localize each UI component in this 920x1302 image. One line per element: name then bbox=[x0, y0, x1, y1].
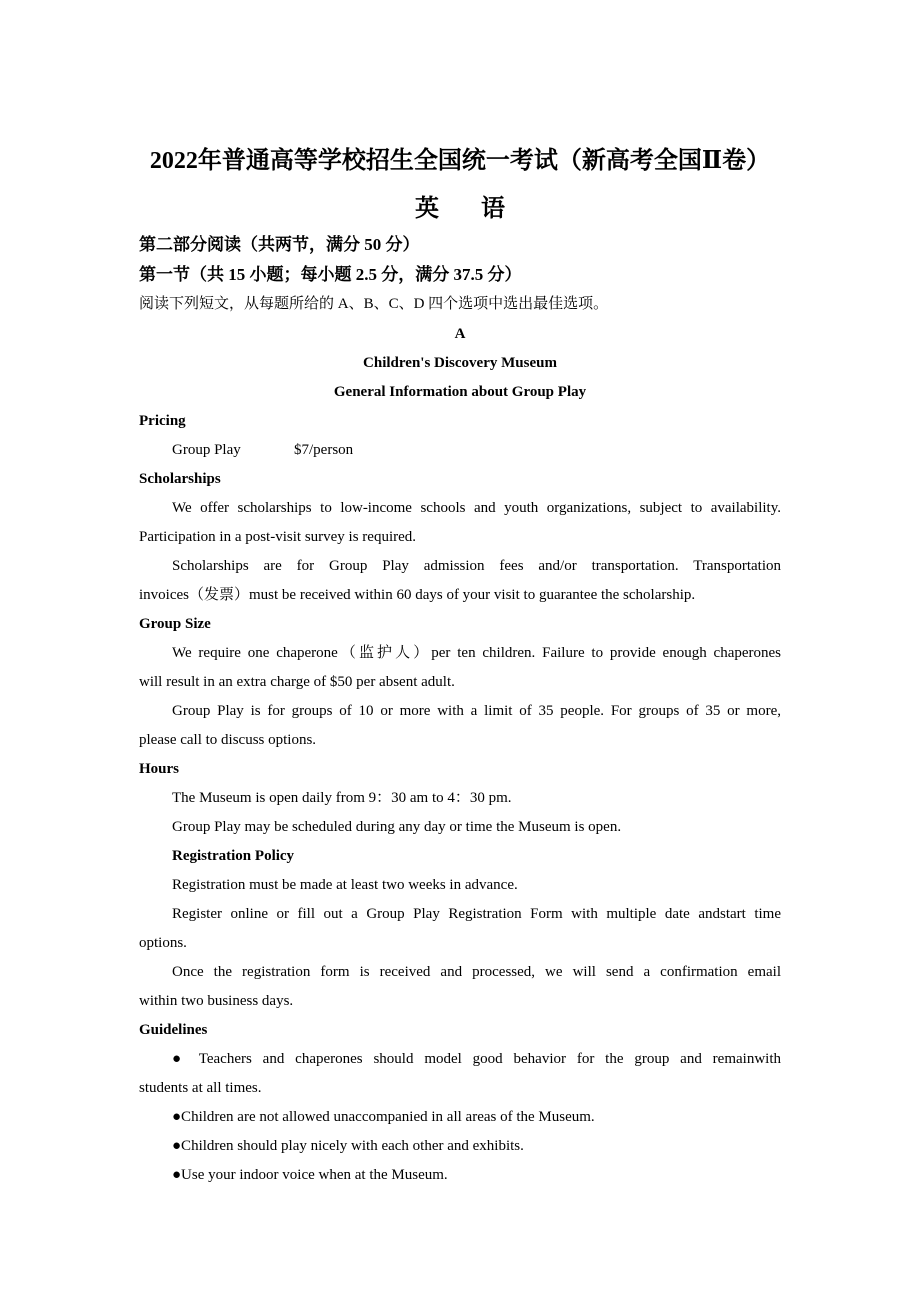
pricing-row bbox=[172, 439, 781, 461]
registration-p2-line2: options. bbox=[139, 935, 187, 951]
guidelines-item1-line1: ● Teachers and chaperones should model good behavior for the group and remainwith bbox=[172, 1051, 781, 1067]
passage-subtitle: General Information about Group Play bbox=[333, 384, 587, 400]
guidelines-item2: ●Children are not allowed unaccompanied in all areas of the Museum. bbox=[172, 1109, 595, 1125]
subject-title: 英 语 bbox=[415, 196, 523, 222]
guidelines-heading: Guidelines bbox=[139, 1022, 208, 1038]
hours-p1: The Museum is open daily from 9：30 am to 4：30 pm. bbox=[172, 790, 512, 806]
group-size-p2-line2: please call to discuss options. bbox=[139, 732, 317, 748]
group-size-p1-line2: will result in an extra charge of $50 per absent adult. bbox=[139, 674, 455, 690]
scholarships-p1-line2: Participation in a post-visit survey is required. bbox=[139, 529, 417, 545]
passage-title: Children's Discovery Museum bbox=[363, 355, 557, 371]
registration-heading: Registration Policy bbox=[172, 848, 295, 864]
registration-p1: Registration must be made at least two weeks in advance. bbox=[172, 877, 518, 893]
group-size-p2-line1: Group Play is for groups of 10 or more with a limit of 35 people. For groups of 35 or more, bbox=[172, 703, 781, 719]
scholarships-p2-line2: invoices（发票）must be received within 60 days of your visit to guarantee the scholarship. bbox=[139, 587, 696, 603]
passage-letter: A bbox=[454, 326, 466, 342]
registration-p3-line2: within two business days. bbox=[139, 993, 294, 1009]
scholarships-heading: Scholarships bbox=[139, 471, 221, 487]
pricing-price: $7/person bbox=[294, 442, 354, 458]
scholarships-p1-line1: We offer scholarships to low-income schools and youth organizations, subject to availability. bbox=[172, 500, 781, 516]
instructions: 阅读下列短文，从每题所给的 A、B、C、D 四个选项中选出最佳选项。 bbox=[139, 296, 609, 312]
guidelines-item1-line2: students at all times. bbox=[139, 1080, 262, 1096]
pricing-item: Group Play bbox=[172, 442, 241, 458]
hours-p2: Group Play may be scheduled during any day or time the Museum is open. bbox=[172, 819, 622, 835]
guidelines-item3: ●Children should play nicely with each other and exhibits. bbox=[172, 1138, 524, 1154]
group-size-p1-line1: We require one chaperone（监护人）per ten children. Failure to provide enough chaperones bbox=[172, 645, 781, 661]
section-one-heading: 第一节（共 15 小题；每小题 2.5 分，满分 37.5 分） bbox=[139, 265, 522, 284]
group-size-heading: Group Size bbox=[139, 616, 211, 632]
guidelines-item4: ●Use your indoor voice when at the Museum. bbox=[172, 1167, 448, 1183]
section-part-heading: 第二部分阅读（共两节，满分 50 分） bbox=[139, 235, 420, 254]
pricing-heading: Pricing bbox=[139, 413, 186, 429]
registration-p3-line1: Once the registration form is received and processed, we will send a confirmation email bbox=[172, 964, 781, 980]
scholarships-p2-line1: Scholarships are for Group Play admission fees and/or transportation. Transportation bbox=[172, 558, 781, 574]
registration-p2-line1: Register online or fill out a Group Play Registration Form with multiple date andstart time bbox=[172, 906, 781, 922]
exam-title: 2022年普通高等学校招生全国统一考试（新高考全国Ⅱ卷） bbox=[149, 148, 771, 174]
hours-heading: Hours bbox=[139, 761, 180, 777]
